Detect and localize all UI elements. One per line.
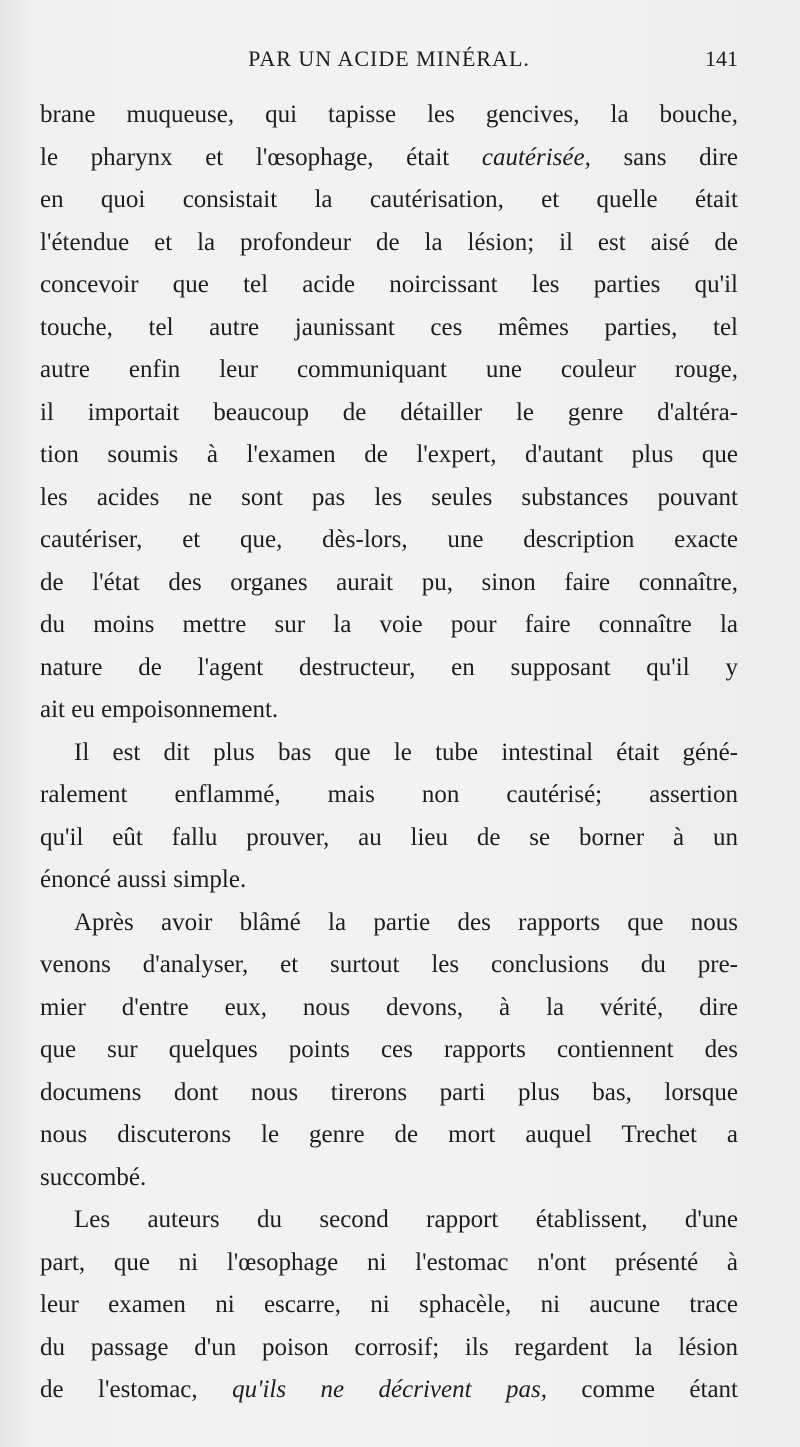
text-line: de l'état des organes aurait pu, sinon faire connaître, [40, 568, 738, 596]
text-line: part, que ni l'œsophage ni l'estomac n'ont présenté à [40, 1248, 738, 1276]
text-line: concevoir que tel acide noircissant les parties qu'il [40, 271, 738, 298]
page-number: 141 [705, 46, 738, 71]
text-line: qu'il eût fallu prouver, au lieu de se borner à un [40, 823, 738, 851]
text-line: le pharynx et l'œsophage, était cautérisée, sans dire [40, 143, 738, 171]
text-line: l'étendue et la profondeur de la lésion; il est aisé de [40, 228, 738, 256]
paragraph [40, 902, 738, 1200]
text-line: brane muqueuse, qui tapisse les gencives, la bouche, [40, 101, 738, 128]
text-line: succombé. [40, 1163, 147, 1191]
running-title: PAR UN ACIDE MINÉRAL. [248, 46, 530, 71]
text-line: ralement enflammé, mais non cautérisé; assertion [40, 781, 738, 808]
text-line: cautériser, et que, dès-lors, une description exacte [40, 526, 738, 553]
text-line: touche, tel autre jaunissant ces mêmes parties, tel [40, 313, 738, 341]
text-line: les acides ne sont pas les seules substances pouvant [40, 483, 738, 511]
text-line: nous discuterons le genre de mort auquel Trechet a [40, 1121, 738, 1148]
italic-text: cautérisée, [481, 143, 591, 171]
text-line: du passage d'un poison corrosif; ils regardent la lésion [40, 1333, 738, 1361]
text-line: de l'estomac, qu'ils ne décrivent pas, comme étant [40, 1376, 738, 1403]
text-line: nature de l'agent destructeur, en supposant qu'il y [40, 653, 738, 681]
text-line: en quoi consistait la cautérisation, et quelle était [40, 186, 738, 213]
text-line: autre enfin leur communiquant une couleur rouge, [40, 356, 738, 383]
text-line: venons d'analyser, et surtout les conclusions du pre- [40, 951, 738, 978]
text-line: que sur quelques points ces rapports contiennent des [40, 1036, 738, 1063]
text-line: Après avoir blâmé la partie des rapports que nous [74, 908, 738, 936]
text-line: énoncé aussi simple. [40, 866, 247, 893]
paragraph [40, 1199, 738, 1412]
text-line: du moins mettre sur la voie pour faire connaître la [40, 611, 738, 638]
paragraph [40, 94, 738, 732]
text-line: Il est dit plus bas que le tube intestinal était géné- [74, 738, 738, 766]
body-text [40, 94, 738, 1412]
italic-text: qu'ils ne décrivent pas, [232, 1376, 547, 1403]
paragraph [40, 732, 738, 902]
page-header [40, 44, 738, 78]
text-line: Les auteurs du second rapport établissent, d'une [74, 1206, 738, 1233]
text-line: ait eu empoisonnement. [40, 696, 279, 723]
text-line: leur examen ni escarre, ni sphacèle, ni aucune trace [40, 1291, 738, 1318]
text-line: documens dont nous tirerons parti plus bas, lorsque [40, 1078, 738, 1106]
text-line: mier d'entre eux, nous devons, à la vérité, dire [40, 993, 738, 1021]
text-line: il importait beaucoup de détailler le genre d'altéra- [40, 398, 738, 426]
text-line: tion soumis à l'examen de l'expert, d'autant plus que [40, 441, 738, 468]
